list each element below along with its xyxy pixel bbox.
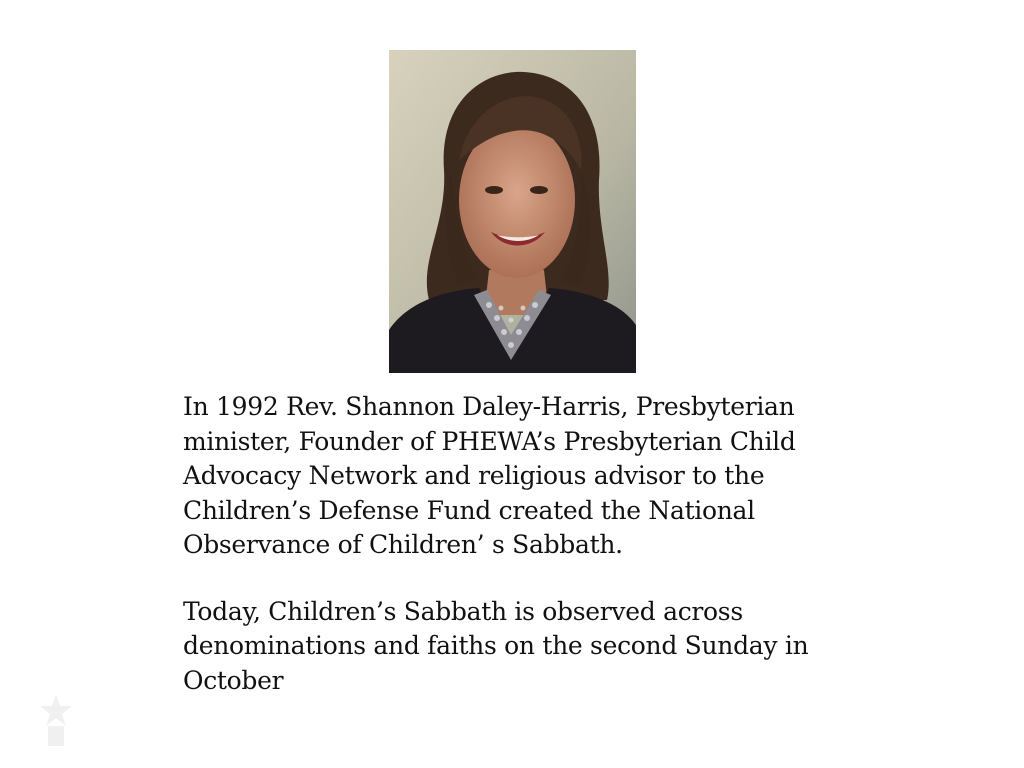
body-text — [183, 390, 843, 698]
portrait-photo — [389, 50, 636, 373]
watermark-icon — [26, 690, 86, 750]
paragraph-today: Today, Children’s Sabbath is observed across denominations and faiths on the second Sunday in October — [183, 596, 809, 695]
paragraph-history: In 1992 Rev. Shannon Daley-Harris, Presbyterian minister, Founder of PHEWA’s Presbyterian Child Advocacy Network and religious advisor to the Children’s Defense Fund created the National Observance of Children’ s Sabbath. — [183, 392, 796, 559]
